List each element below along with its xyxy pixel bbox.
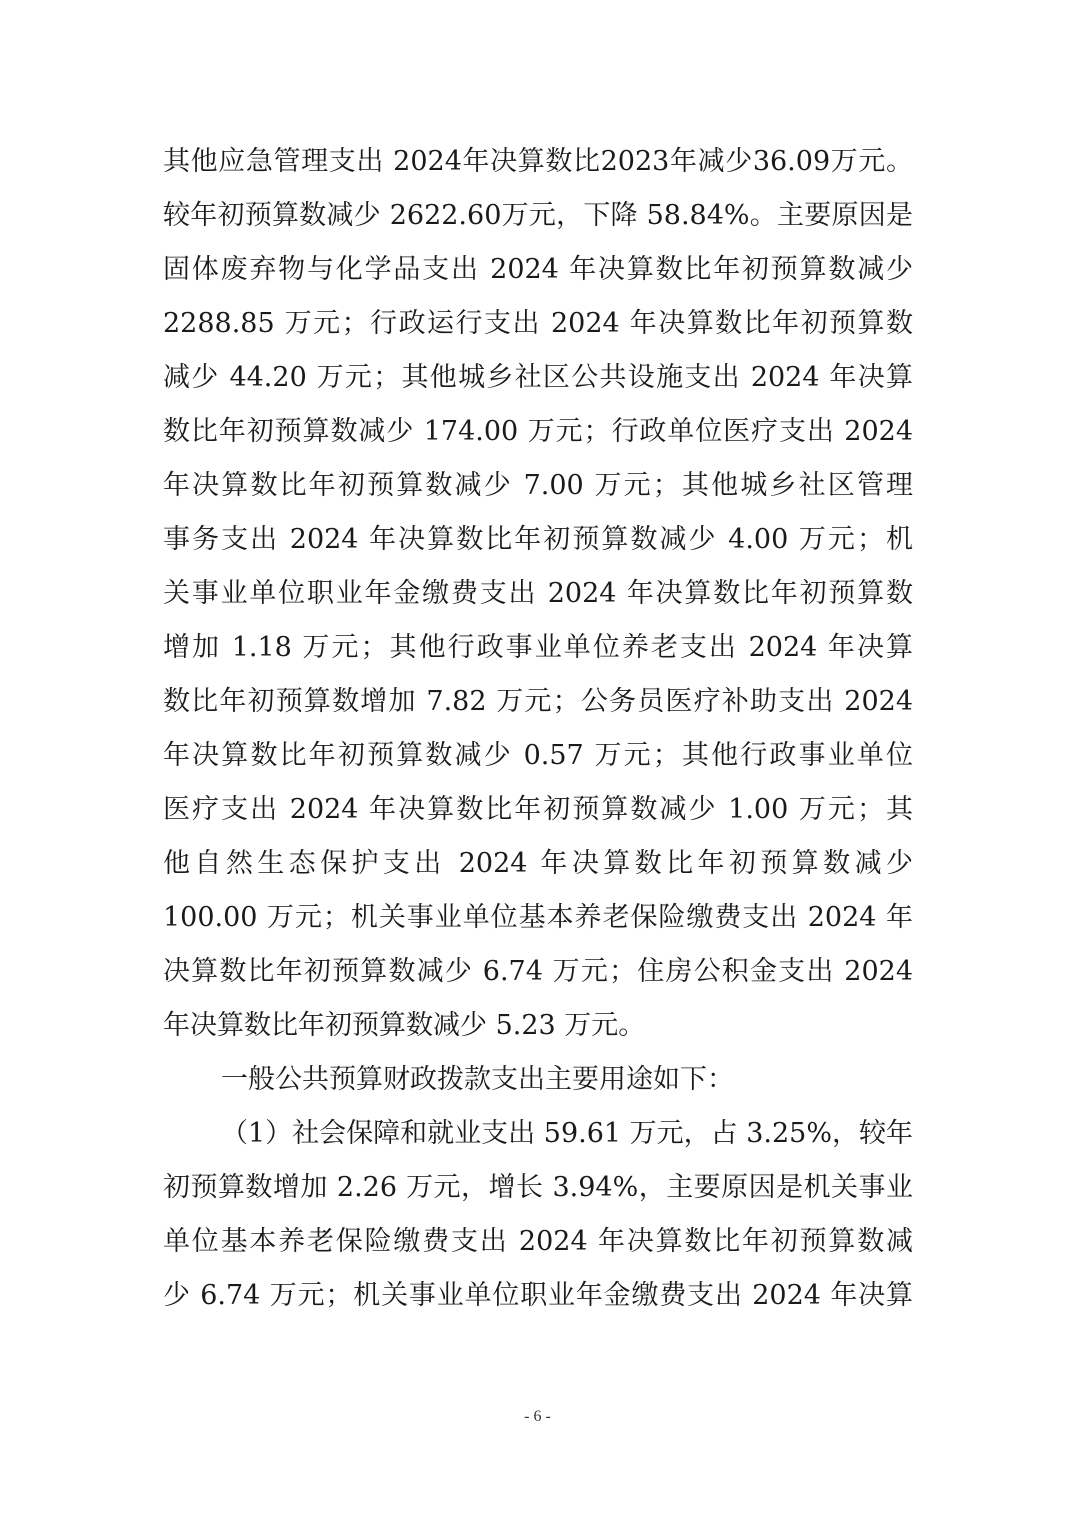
text-line: 少 6.74 万元；机关事业单位职业年金缴费支出 2024 年决算 bbox=[163, 1280, 913, 1311]
text-line: 增加 1.18 万元；其他行政事业单位养老支出 2024 年决算 bbox=[163, 632, 913, 663]
text-line: 决算数比年初预算数减少 6.74 万元；住房公积金支出 2024 bbox=[163, 956, 913, 987]
text-line: 数比年初预算数增加 7.82 万元；公务员医疗补助支出 2024 bbox=[163, 686, 913, 717]
text-line: 较年初预算数减少 2622.60万元，下降 58.84%。主要原因是 bbox=[163, 200, 913, 231]
text-line: 医疗支出 2024 年决算数比年初预算数减少 1.00 万元；其 bbox=[163, 794, 913, 825]
text-line: 固体废弃物与化学品支出 2024 年决算数比年初预算数减少 bbox=[163, 254, 913, 285]
page-number: - 6 - bbox=[524, 1408, 551, 1425]
text-line: （1）社会保障和就业支出 59.61 万元，占 3.25%，较年 bbox=[221, 1118, 913, 1149]
text-line: 单位基本养老保险缴费支出 2024 年决算数比年初预算数减 bbox=[163, 1226, 913, 1257]
text-line: 数比年初预算数减少 174.00 万元；行政单位医疗支出 2024 bbox=[163, 416, 913, 447]
text-line: 年决算数比年初预算数减少 5.23 万元。 bbox=[163, 1010, 646, 1041]
text-line: 年决算数比年初预算数减少 0.57 万元；其他行政事业单位 bbox=[163, 740, 913, 771]
text-line: 关事业单位职业年金缴费支出 2024 年决算数比年初预算数 bbox=[163, 578, 913, 609]
text-line: 年决算数比年初预算数减少 7.00 万元；其他城乡社区管理 bbox=[163, 470, 913, 501]
text-line: 其他应急管理支出 2024年决算数比2023年减少36.09万元。 bbox=[163, 146, 913, 177]
text-line: 一般公共预算财政拨款支出主要用途如下： bbox=[221, 1064, 734, 1095]
text-line: 事务支出 2024 年决算数比年初预算数减少 4.00 万元；机 bbox=[163, 524, 913, 555]
text-line: 减少 44.20 万元；其他城乡社区公共设施支出 2024 年决算 bbox=[163, 362, 913, 393]
text-line: 2288.85 万元；行政运行支出 2024 年决算数比年初预算数 bbox=[163, 308, 913, 339]
text-line: 100.00 万元；机关事业单位基本养老保险缴费支出 2024 年 bbox=[163, 902, 913, 933]
text-line: 初预算数增加 2.26 万元，增长 3.94%，主要原因是机关事业 bbox=[163, 1172, 913, 1203]
text-line: 他自然生态保护支出 2024 年决算数比年初预算数减少 bbox=[163, 848, 913, 879]
body-text bbox=[163, 135, 913, 1323]
